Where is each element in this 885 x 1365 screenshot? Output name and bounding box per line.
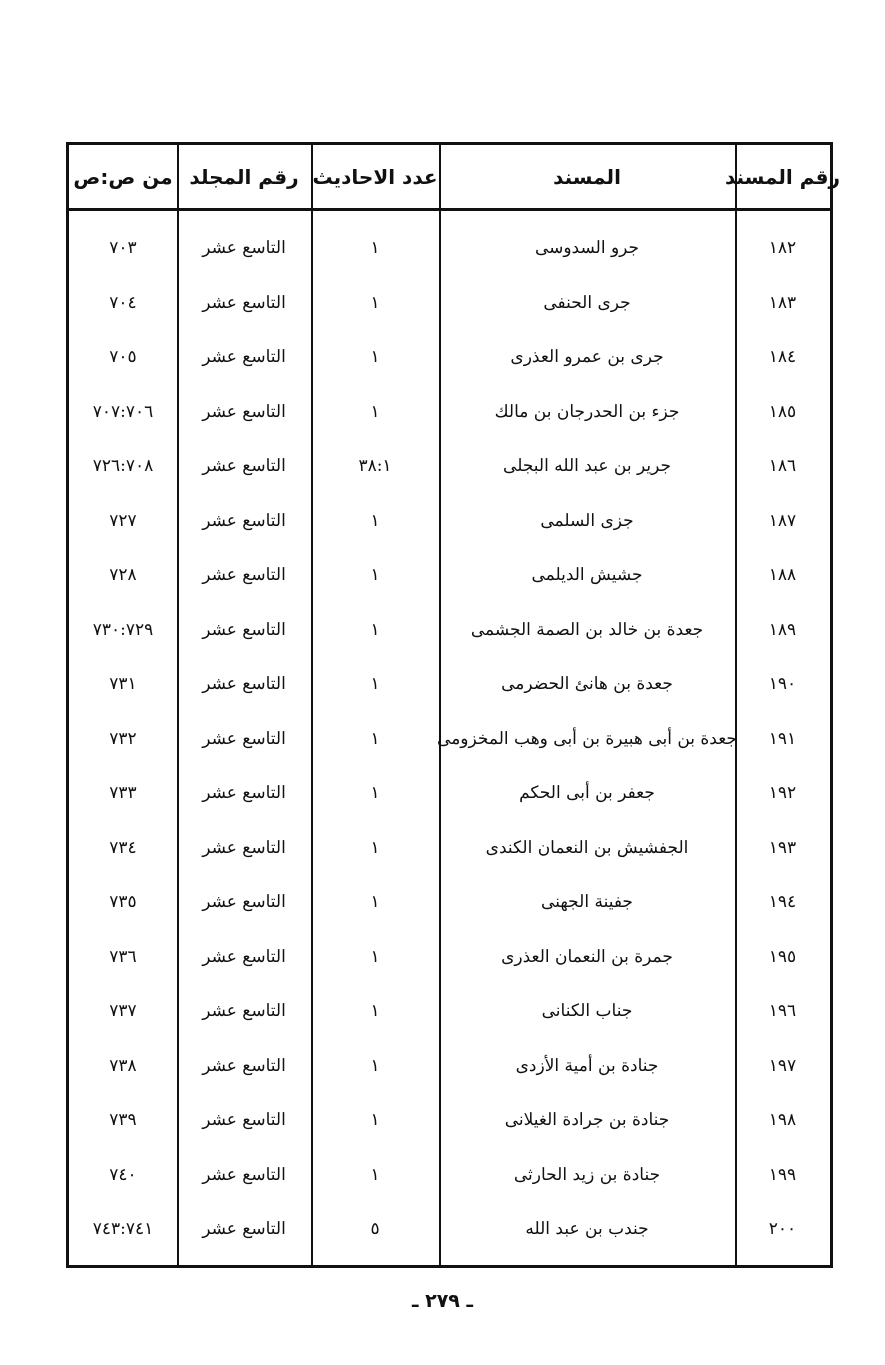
pages-cell: ٧٢٦:٧٠٨ bbox=[92, 456, 154, 477]
volume-cell: التاسع عشر bbox=[202, 510, 286, 531]
table-row bbox=[69, 712, 830, 767]
header-pages: من ص:ص bbox=[73, 164, 173, 189]
musnad-number-cell: ١٩٢ bbox=[768, 783, 797, 804]
musnad-number-cell: ١٨٦ bbox=[768, 456, 797, 477]
hadith-count-cell: ١ bbox=[370, 347, 380, 368]
musnad-name-cell: جرى بن عمرو العذرى bbox=[510, 347, 664, 368]
volume-cell: التاسع عشر bbox=[202, 674, 286, 695]
musnad-number-cell: ١٩٤ bbox=[768, 892, 797, 913]
table-row bbox=[69, 494, 830, 549]
table-row bbox=[69, 657, 830, 712]
musnad-number-cell: ١٨٤ bbox=[768, 347, 797, 368]
volume-cell: التاسع عشر bbox=[202, 1219, 286, 1240]
musnad-number-cell: ١٩١ bbox=[768, 728, 797, 749]
musnad-name-cell: جنادة بن أمية الأزدى bbox=[515, 1055, 659, 1076]
musnad-name-cell: جرو السدوسى bbox=[534, 238, 640, 259]
pages-cell: ٧٣١ bbox=[109, 674, 137, 695]
musnad-number-cell: ١٩٩ bbox=[768, 1164, 797, 1185]
musnad-name-cell: جعدة بن أبى هبيرة بن أبى وهب المخزومى bbox=[437, 728, 737, 749]
pages-cell: ٧٣٩ bbox=[109, 1110, 137, 1131]
hadith-count-cell: ١ bbox=[370, 946, 380, 967]
volume-cell: التاسع عشر bbox=[202, 728, 286, 749]
musnad-name-cell: جرير بن عبد الله البجلى bbox=[503, 456, 671, 477]
pages-cell: ٧٢٧ bbox=[109, 510, 137, 531]
volume-cell: التاسع عشر bbox=[202, 1110, 286, 1131]
hadith-count-cell: ١ bbox=[370, 1001, 380, 1022]
musnad-number-cell: ١٨٧ bbox=[768, 510, 797, 531]
musnad-name-cell: جفينة الجهنى bbox=[541, 892, 633, 913]
table-row bbox=[69, 1202, 830, 1257]
musnad-number-cell: ١٩٨ bbox=[768, 1110, 797, 1131]
hadith-count-cell: ١ bbox=[370, 1164, 380, 1185]
musnad-number-cell: ١٨٨ bbox=[768, 565, 797, 586]
musnad-name-cell: جشيش الديلمى bbox=[531, 565, 643, 586]
musnad-number-cell: ١٩٠ bbox=[768, 674, 797, 695]
musnad-name-cell: جنادة بن زيد الحارثى bbox=[513, 1164, 661, 1185]
table-row bbox=[69, 548, 830, 603]
musnad-number-cell: ١٩٣ bbox=[768, 837, 797, 858]
volume-cell: التاسع عشر bbox=[202, 401, 286, 422]
musnad-name-cell: جزى السلمى bbox=[540, 510, 634, 531]
musnad-name-cell: جعدة بن هانئ الحضرمى bbox=[501, 674, 673, 695]
hadith-count-cell: ٣٨:١ bbox=[358, 456, 392, 477]
pages-cell: ٧٣٨ bbox=[109, 1055, 137, 1076]
table-row bbox=[69, 875, 830, 930]
musnad-number-cell: ١٨٥ bbox=[768, 401, 797, 422]
hadith-count-cell: ١ bbox=[370, 292, 380, 313]
hadith-count-cell: ١ bbox=[370, 674, 380, 695]
hadith-count-cell: ١ bbox=[370, 837, 380, 858]
pages-cell: ٧٤٣:٧٤١ bbox=[92, 1219, 154, 1240]
table-row bbox=[69, 1093, 830, 1148]
musnad-name-cell: جمرة بن النعمان العذرى bbox=[501, 946, 673, 967]
header-musnad-number: رقم المسند bbox=[724, 164, 841, 189]
musnad-name-cell: جرى الحنفى bbox=[543, 292, 631, 313]
table-row bbox=[69, 439, 830, 494]
hadith-count-cell: ١ bbox=[370, 565, 380, 586]
table-row bbox=[69, 984, 830, 1039]
hadith-count-cell: ١ bbox=[370, 619, 380, 640]
pages-cell: ٧٣٥ bbox=[109, 892, 137, 913]
header-hadith-count: عدد الاحاديث bbox=[312, 164, 438, 189]
hadith-count-cell: ١ bbox=[370, 892, 380, 913]
table-row bbox=[69, 1039, 830, 1094]
musnad-number-cell: ٢٠٠ bbox=[768, 1219, 797, 1240]
page-number: ـ ٢٧٩ ـ bbox=[411, 1290, 473, 1312]
musnad-name-cell: الجفشيش بن النعمان الكندى bbox=[485, 837, 689, 858]
hadith-count-cell: ١ bbox=[370, 783, 380, 804]
hadith-count-cell: ١ bbox=[370, 238, 380, 259]
pages-cell: ٧٣٤ bbox=[109, 837, 137, 858]
musnad-number-cell: ١٨٣ bbox=[768, 292, 797, 313]
volume-cell: التاسع عشر bbox=[202, 238, 286, 259]
volume-cell: التاسع عشر bbox=[202, 1001, 286, 1022]
hadith-count-cell: ١ bbox=[370, 1055, 380, 1076]
pages-cell: ٧٣٦ bbox=[109, 946, 137, 967]
volume-cell: التاسع عشر bbox=[202, 1164, 286, 1185]
musnad-index-table bbox=[66, 142, 841, 1268]
volume-cell: التاسع عشر bbox=[202, 892, 286, 913]
table-row bbox=[69, 276, 830, 331]
table-row bbox=[69, 221, 830, 276]
table-row bbox=[69, 603, 830, 658]
pages-cell: ٧٠٤ bbox=[109, 292, 137, 313]
musnad-name-cell: جزء بن الحدرجان بن مالك bbox=[494, 401, 680, 422]
musnad-name-cell: جنادة بن جرادة الغيلانى bbox=[504, 1110, 670, 1131]
musnad-number-cell: ١٩٦ bbox=[768, 1001, 797, 1022]
musnad-number-cell: ١٩٥ bbox=[768, 946, 797, 967]
table-header bbox=[69, 145, 841, 211]
pages-cell: ٧٣٧ bbox=[109, 1001, 137, 1022]
header-volume-number: رقم المجلد bbox=[189, 164, 299, 189]
musnad-name-cell: جندب بن عبد الله bbox=[525, 1219, 649, 1240]
volume-cell: التاسع عشر bbox=[202, 565, 286, 586]
hadith-count-cell: ١ bbox=[370, 728, 380, 749]
table-row bbox=[69, 385, 830, 440]
hadith-count-cell: ١ bbox=[370, 510, 380, 531]
musnad-name-cell: جناب الكنانى bbox=[541, 1001, 633, 1022]
volume-cell: التاسع عشر bbox=[202, 292, 286, 313]
volume-cell: التاسع عشر bbox=[202, 1055, 286, 1076]
pages-cell: ٧٠٧:٧٠٦ bbox=[92, 401, 154, 422]
pages-cell: ٧٣٢ bbox=[109, 728, 137, 749]
header-musnad: المسند bbox=[553, 164, 621, 189]
musnad-number-cell: ١٨٢ bbox=[768, 238, 797, 259]
table-row bbox=[69, 930, 830, 985]
pages-cell: ٧٣٠:٧٢٩ bbox=[92, 619, 154, 640]
pages-cell: ٧٠٥ bbox=[109, 347, 137, 368]
pages-cell: ٧٣٣ bbox=[109, 783, 137, 804]
volume-cell: التاسع عشر bbox=[202, 456, 286, 477]
volume-cell: التاسع عشر bbox=[202, 837, 286, 858]
hadith-count-cell: ١ bbox=[370, 1110, 380, 1131]
pages-cell: ٧٠٣ bbox=[109, 238, 137, 259]
table-row bbox=[69, 330, 830, 385]
hadith-count-cell: ١ bbox=[370, 401, 380, 422]
table-row bbox=[69, 766, 830, 821]
volume-cell: التاسع عشر bbox=[202, 347, 286, 368]
musnad-name-cell: جعفر بن أبى الحكم bbox=[519, 783, 655, 804]
pages-cell: ٧٢٨ bbox=[109, 565, 137, 586]
musnad-number-cell: ١٩٧ bbox=[768, 1055, 797, 1076]
pages-cell: ٧٤٠ bbox=[109, 1164, 137, 1185]
musnad-name-cell: جعدة بن خالد بن الصمة الجشمى bbox=[470, 619, 704, 640]
table-row bbox=[69, 1148, 830, 1203]
table-row bbox=[69, 821, 830, 876]
volume-cell: التاسع عشر bbox=[202, 946, 286, 967]
volume-cell: التاسع عشر bbox=[202, 783, 286, 804]
volume-cell: التاسع عشر bbox=[202, 619, 286, 640]
hadith-count-cell: ٥ bbox=[370, 1219, 380, 1240]
musnad-number-cell: ١٨٩ bbox=[768, 619, 797, 640]
